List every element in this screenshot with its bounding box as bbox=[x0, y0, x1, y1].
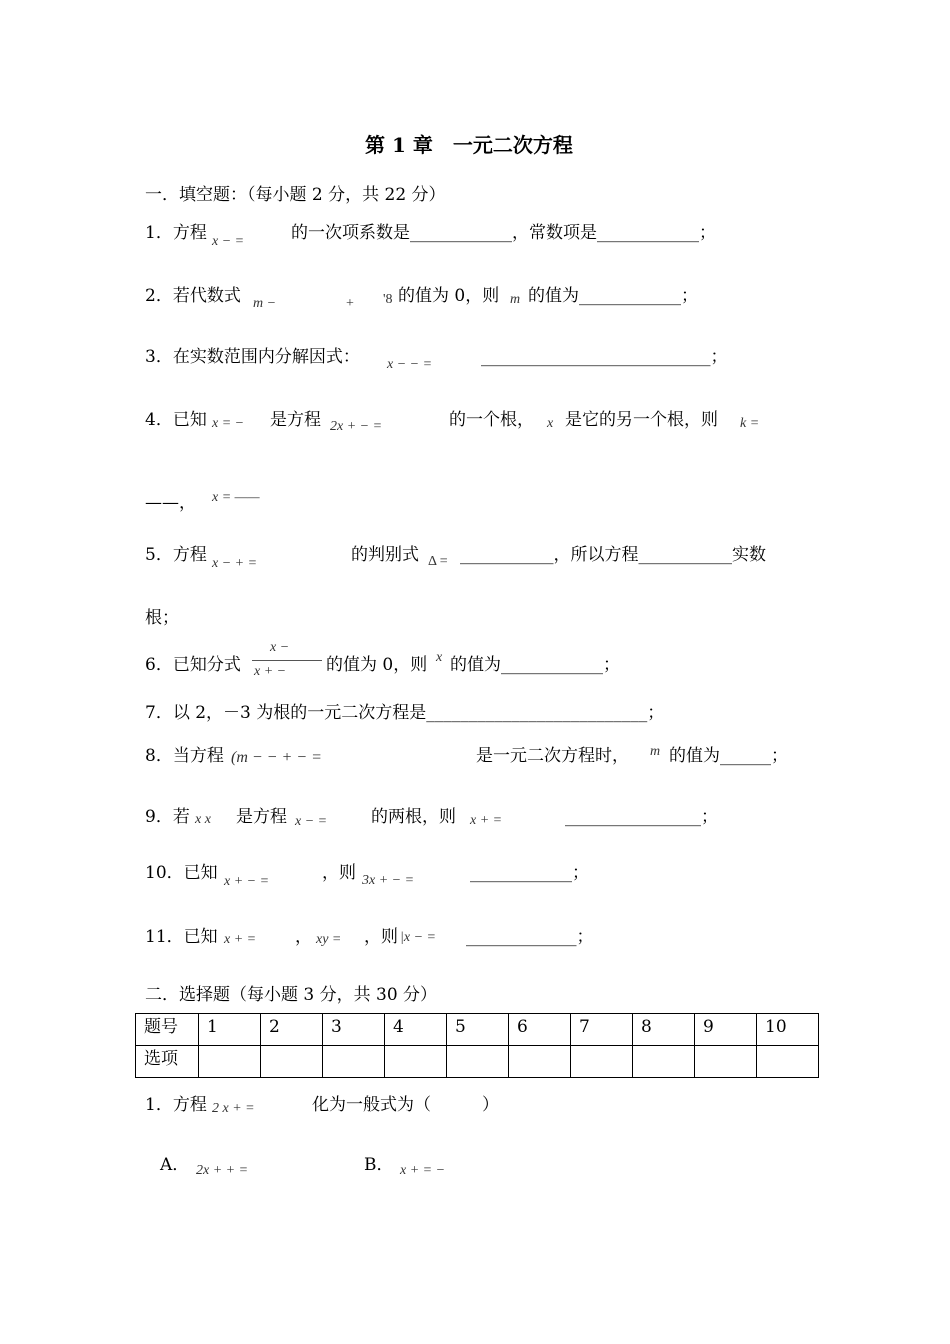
table-col-3: 3 bbox=[323, 1014, 385, 1046]
q11-answer-blank: _____________； bbox=[466, 927, 594, 947]
q5-formula: x − + = bbox=[212, 556, 258, 571]
q2-text-b: 的值为 0，则 bbox=[398, 286, 500, 306]
q9-formula-2: x − = bbox=[295, 814, 328, 829]
q11-text-c: ，则 bbox=[364, 927, 398, 947]
q4-formula-4: k = bbox=[740, 416, 760, 431]
q9-formula-3: x + = bbox=[470, 813, 503, 828]
q8-text-b: 是一元二次方程时， bbox=[476, 746, 629, 766]
q4-formula-1: x = − bbox=[212, 416, 245, 431]
q3-text-a: 3．在实数范围内分解因式： bbox=[145, 347, 360, 367]
q11-text-a: 11．已知 bbox=[145, 927, 218, 947]
table-header-answer: 选项 bbox=[136, 1046, 199, 1078]
answer-cell-5[interactable] bbox=[447, 1046, 509, 1078]
answer-cell-3[interactable] bbox=[323, 1046, 385, 1078]
q2-formula-4: m bbox=[510, 292, 521, 307]
q8-formula: (m − − + − = bbox=[231, 749, 322, 766]
q1-text-a: 1．方程 bbox=[145, 223, 207, 243]
c1-text-b: 化为一般式为（ ） bbox=[312, 1095, 499, 1115]
q8-text-c: 的值为______； bbox=[669, 746, 788, 766]
q11-formula-3: |x − = bbox=[400, 930, 436, 945]
q10-text-b: ，则 bbox=[322, 863, 356, 883]
q4-text-e: ——， bbox=[145, 493, 196, 513]
q5-formula-2: Δ = bbox=[428, 554, 448, 569]
q11-formula-2: xy = bbox=[316, 932, 342, 947]
q6-denominator: x + − bbox=[254, 664, 287, 679]
q10-formula-1: x + − = bbox=[224, 874, 270, 889]
q9-text-b: 是方程 bbox=[236, 807, 287, 827]
table-col-8: 8 bbox=[633, 1014, 695, 1046]
q6-formula: x bbox=[436, 650, 443, 665]
q2-formula-1: m − bbox=[253, 296, 277, 311]
section-1-heading: 一．填空题：（每小题 2 分，共 22 分） bbox=[145, 185, 446, 205]
table-col-10: 10 bbox=[757, 1014, 819, 1046]
option-b-formula: x + = − bbox=[400, 1163, 446, 1178]
q4-formula-2: 2x + − = bbox=[330, 419, 383, 434]
q2-text-c: 的值为____________； bbox=[528, 286, 698, 306]
answer-cell-7[interactable] bbox=[571, 1046, 633, 1078]
table-col-2: 2 bbox=[261, 1014, 323, 1046]
q2-formula-3: '8 bbox=[383, 292, 393, 307]
q5-text-d: 根； bbox=[145, 608, 179, 628]
q9-answer-blank: ________________； bbox=[565, 807, 718, 827]
q11-formula-1: x + = bbox=[224, 932, 257, 947]
page-title: 第 1 章 一元二次方程 bbox=[365, 133, 573, 157]
table-row-answers bbox=[136, 1046, 819, 1078]
q10-formula-2: 3x + − = bbox=[362, 873, 415, 888]
answer-cell-10[interactable] bbox=[757, 1046, 819, 1078]
option-a-label: A． bbox=[160, 1155, 190, 1175]
q5-text-a: 5．方程 bbox=[145, 545, 207, 565]
q4-formula-5: x = —— bbox=[212, 490, 260, 505]
q4-formula-3: x bbox=[547, 416, 554, 431]
table-col-5: 5 bbox=[447, 1014, 509, 1046]
answer-cell-4[interactable] bbox=[385, 1046, 447, 1078]
answer-cell-8[interactable] bbox=[633, 1046, 695, 1078]
q8-formula-2: m bbox=[650, 744, 661, 759]
table-col-9: 9 bbox=[695, 1014, 757, 1046]
q6-numerator: x − bbox=[270, 640, 290, 655]
q4-text-d: 是它的另一个根，则 bbox=[565, 410, 718, 430]
q4-text-b: 是方程 bbox=[270, 410, 321, 430]
q6-text-a: 6．已知分式 bbox=[145, 655, 241, 675]
option-b-label: B． bbox=[364, 1155, 394, 1175]
q2-text-a: 2．若代数式 bbox=[145, 286, 241, 306]
q3-answer-blank: ___________________________； bbox=[481, 347, 728, 367]
section-2-heading: 二．选择题（每小题 3 分，共 30 分） bbox=[145, 985, 438, 1005]
table-col-1: 1 bbox=[199, 1014, 261, 1046]
answer-table bbox=[135, 1013, 819, 1078]
q11-text-b: ， bbox=[295, 927, 312, 947]
q4-text-c: 的一个根， bbox=[449, 410, 534, 430]
table-col-4: 4 bbox=[385, 1014, 447, 1046]
q10-text-a: 10．已知 bbox=[145, 863, 218, 883]
c1-formula: 2 x + = bbox=[212, 1101, 255, 1116]
answer-cell-2[interactable] bbox=[261, 1046, 323, 1078]
q5-text-b: 的判别式 bbox=[351, 545, 419, 565]
table-row-numbers bbox=[136, 1014, 819, 1046]
q7-text: 7．以 2，－3 为根的一元二次方程是__________________________； bbox=[145, 703, 665, 723]
table-header-number: 题号 bbox=[136, 1014, 199, 1046]
answer-cell-9[interactable] bbox=[695, 1046, 757, 1078]
q4-text-a: 4．已知 bbox=[145, 410, 207, 430]
q6-fraction-bar bbox=[252, 660, 322, 661]
q6-text-c: 的值为____________； bbox=[450, 655, 620, 675]
q9-text-c: 的两根，则 bbox=[371, 807, 456, 827]
option-a-formula: 2x + + = bbox=[196, 1163, 249, 1178]
q9-text-a: 9．若 bbox=[145, 807, 190, 827]
q9-formula-1: x x bbox=[195, 812, 211, 827]
answer-cell-6[interactable] bbox=[509, 1046, 571, 1078]
table-col-7: 7 bbox=[571, 1014, 633, 1046]
table-col-6: 6 bbox=[509, 1014, 571, 1046]
q1-formula: x − = bbox=[212, 234, 245, 249]
q5-text-c: ___________，所以方程___________实数 bbox=[460, 545, 766, 565]
q3-formula: x − − = bbox=[387, 357, 433, 372]
q10-answer-blank: ____________； bbox=[470, 863, 589, 883]
q6-text-b: 的值为 0，则 bbox=[326, 655, 428, 675]
answer-cell-1[interactable] bbox=[199, 1046, 261, 1078]
q8-text-a: 8．当方程 bbox=[145, 746, 224, 766]
c1-text-a: 1．方程 bbox=[145, 1095, 207, 1115]
q2-formula-2: + bbox=[346, 296, 354, 311]
q1-text-b: 的一次项系数是____________，常数项是____________； bbox=[291, 223, 716, 243]
